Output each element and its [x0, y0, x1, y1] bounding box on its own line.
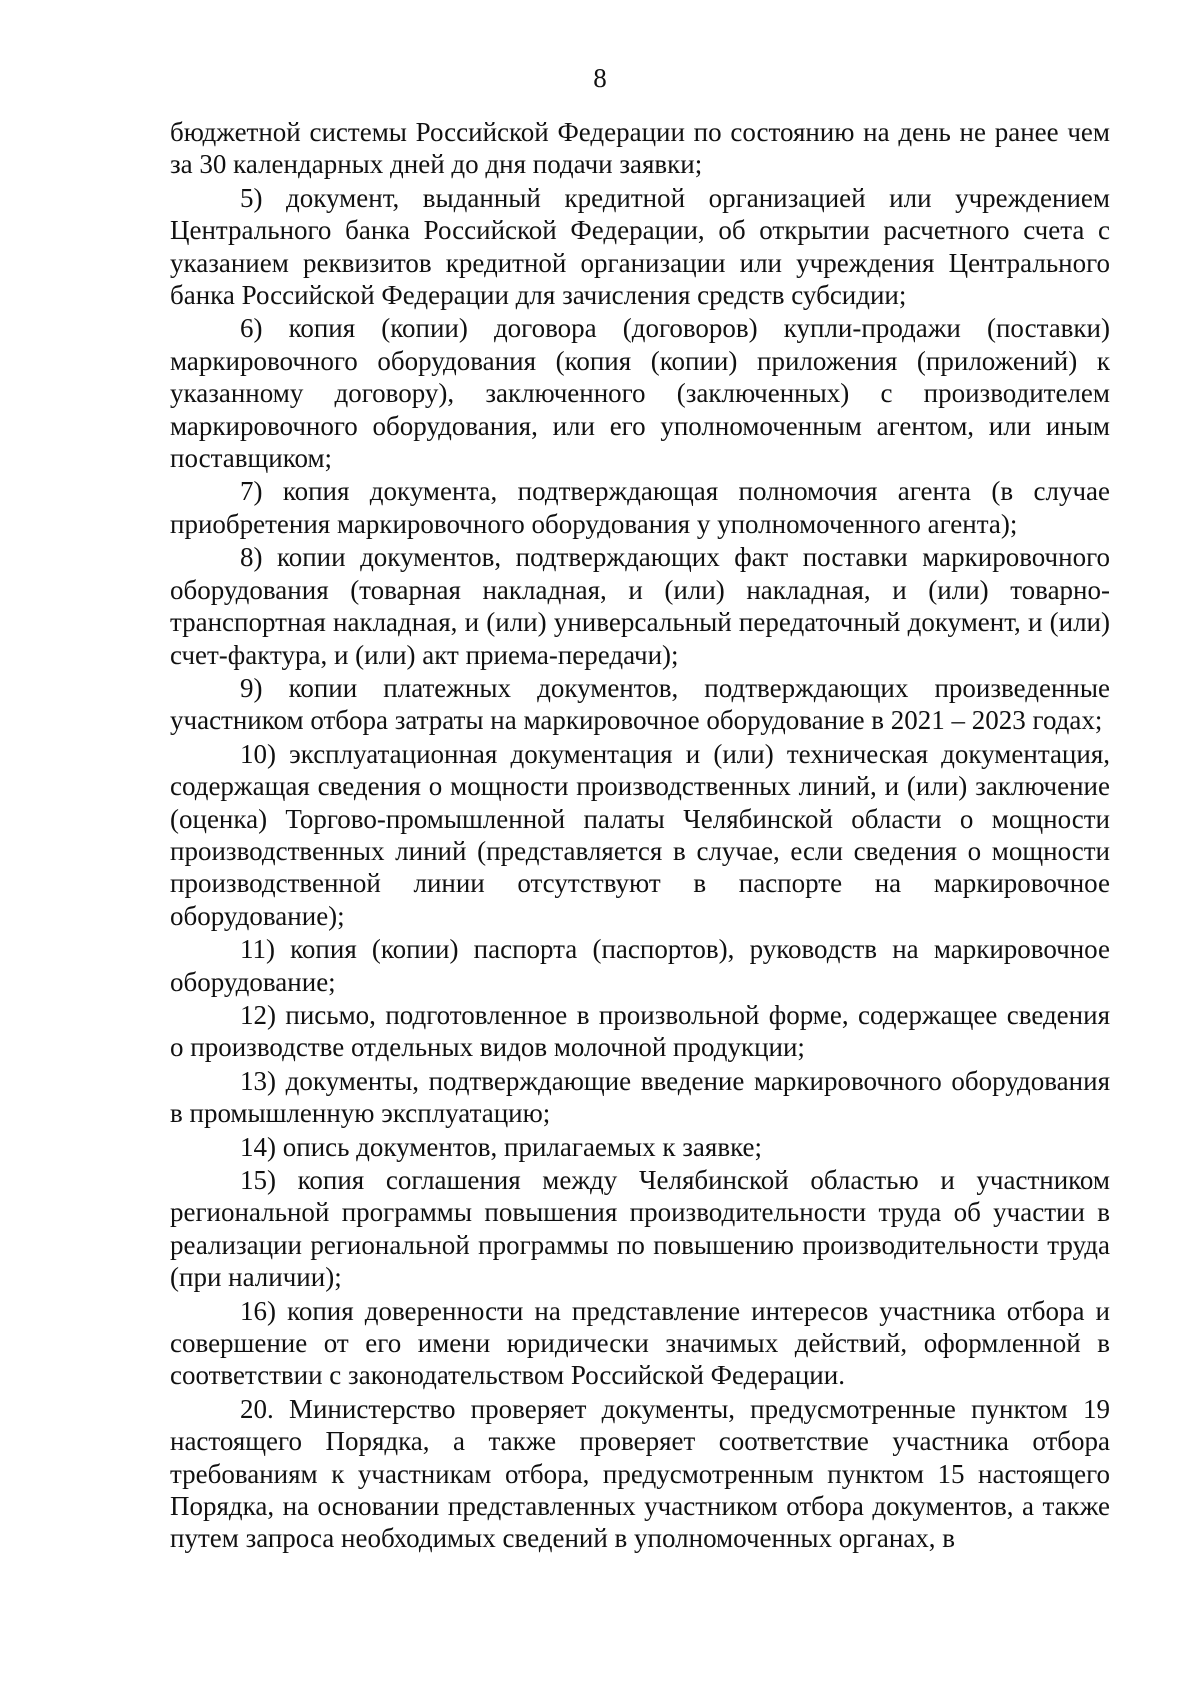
document-body	[170, 116, 1110, 1555]
paragraph-item-9: 9) копии платежных документов, подтверждающих произведенные участником отбора затраты на маркировочное оборудование в 2021 – 2023 годах;	[170, 672, 1110, 736]
paragraph-item-14: 14) опись документов, прилагаемых к заявке;	[240, 1131, 763, 1162]
paragraph-item-5: 5) документ, выданный кредитной организацией или учреждением Центрального банка Российской Федерации, об открытии расчетного счета с указанием реквизитов кредитной организации или учреждения Центрального банка Российской Федерации для зачисления средств субсидии;	[170, 182, 1110, 311]
paragraph-item-6: 6) копия (копии) договора (договоров) купли-продажи (поставки) маркировочного оборудования (копия (копии) приложения (приложений) к указанному договору), заключенного (заключенных) с производителем маркировочного оборудования, или его уполномоченным агентом, или иным поставщиком;	[170, 313, 1110, 474]
paragraph-item-12: 12) письмо, подготовленное в произвольной форме, содержащее сведения о производстве отдельных видов молочной продукции;	[170, 999, 1110, 1063]
paragraph-item-13: 13) документы, подтверждающие введение маркировочного оборудования в промышленную эксплуатацию;	[170, 1065, 1110, 1129]
paragraph-item-7: 7) копия документа, подтверждающая полномочия агента (в случае приобретения маркировочного оборудования у уполномоченного агента);	[170, 476, 1110, 539]
paragraph-continuation: бюджетной системы Российской Федерации по состоянию на день не ранее чем за 30 календарных дней до дня подачи заявки;	[170, 117, 1110, 180]
paragraph-clause-20: 20. Министерство проверяет документы, предусмотренные пунктом 19 настоящего Порядка, а также проверяет соответствие участника отбора требованиям к участникам отбора, предусмотренным пунктом 15 настоящего Порядка, на основании представленных участником отбора документов, а также путем запроса необходимых сведений в уполномоченных органах, в	[170, 1393, 1110, 1554]
paragraph-item-15: 15) копия соглашения между Челябинской областью и участником региональной программы повышения производительности труда об участии в реализации региональной программы по повышению производительности труда (при наличии);	[170, 1165, 1110, 1293]
paragraph-item-11: 11) копия (копии) паспорта (паспортов), руководств на маркировочное оборудование;	[170, 934, 1110, 997]
paragraph-item-8: 8) копии документов, подтверждающих факт поставки маркировочного оборудования (товарная накладная, и (или) накладная, и (или) товарно-транспортная накладная, и (или) универсальный передаточный документ, и (или) счет-фактура, и (или) акт приема-передачи);	[170, 542, 1110, 670]
paragraph-item-16: 16) копия доверенности на представление интересов участника отбора и совершение от его имени юридически значимых действий, оформленной в соответствии с законодательством Российской Федерации.	[170, 1295, 1110, 1391]
paragraph-item-10: 10) эксплуатационная документация и (или) техническая документация, содержащая сведения о мощности производственных линий, и (или) заключение (оценка) Торгово-промышленной палаты Челябинской области о мощности производственных линий (представляется в случае, если сведения о мощности производственной линии отсутствуют в паспорте на маркировочное оборудование);	[170, 738, 1110, 931]
page-number: 8	[593, 63, 607, 93]
